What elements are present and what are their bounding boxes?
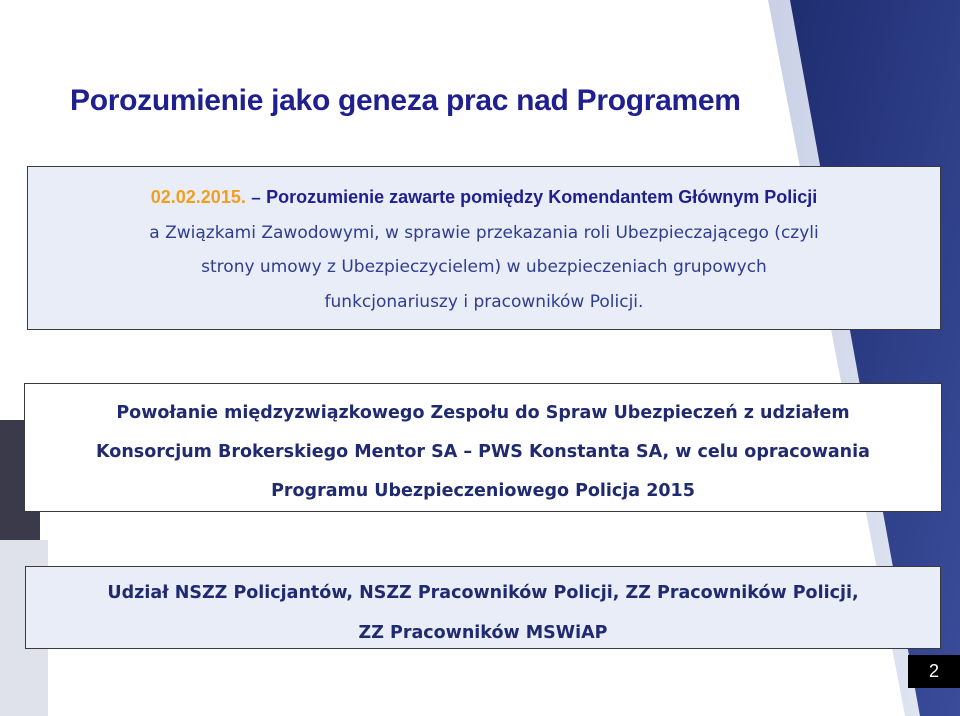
agreement-line: a Związkami Zawodowymi, w sprawie przekazania roli Ubezpieczającego (czyli <box>149 222 819 243</box>
page-number: 2 <box>908 655 960 688</box>
agreement-date: 02.02.2015. <box>150 187 246 207</box>
agreement-line: strony umowy z Ubezpieczycielem) w ubezpieczeniach grupowych <box>201 257 767 277</box>
agreement-first-line <box>28 180 940 216</box>
agreement-lead: Porozumienie zawarte pomiędzy Komendantem Głównym Policji <box>266 187 818 207</box>
team-line: Powołanie międzyzwiązkowego Zespołu do Spraw Ubezpieczeń z udziałem <box>116 403 850 423</box>
team-line: Programu Ubezpieczeniowego Policja 2015 <box>271 481 695 501</box>
team-box <box>24 383 942 512</box>
agreement-dash: – <box>251 188 261 207</box>
unions-box <box>25 566 941 649</box>
slide-title: Porozumienie jako geneza prac nad Programem <box>70 84 741 117</box>
unions-line: ZZ Pracowników MSWiAP <box>358 623 608 643</box>
team-line: Konsorcjum Brokerskiego Mentor SA – PWS Konstanta SA, w celu opracowania <box>96 442 870 462</box>
agreement-line: funkcjonariuszy i pracowników Policji. <box>324 291 644 312</box>
agreement-box <box>27 166 941 330</box>
unions-line: Udział NSZZ Policjantów, NSZZ Pracowników Policji, ZZ Pracowników Policji, <box>107 583 859 603</box>
